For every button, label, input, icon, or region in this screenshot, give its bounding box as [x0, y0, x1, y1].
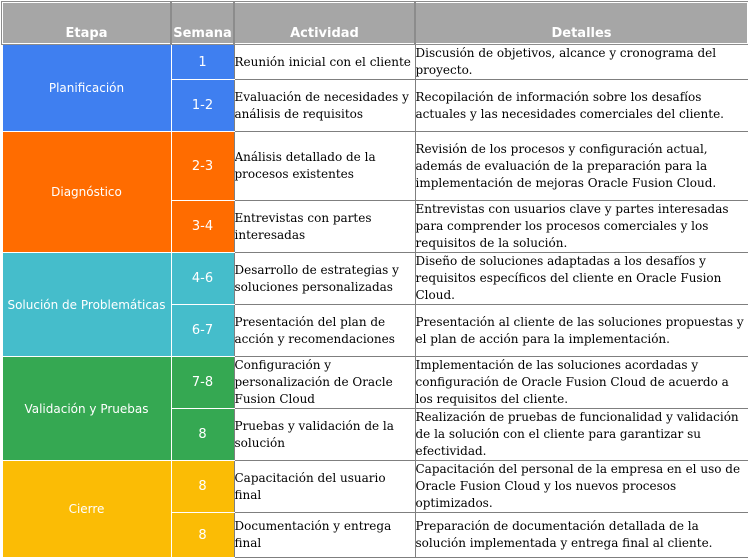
header-row [2, 2, 748, 44]
stage-planificacion: Planificación [2, 44, 171, 132]
activity-cell: Entrevistas con partes interesadas [234, 201, 415, 253]
header-details: Detalles [415, 2, 748, 44]
activity-cell: Reunión inicial con el cliente [234, 44, 415, 80]
details-cell: Discusión de objetivos, alcance y cronograma del proyecto. [415, 44, 748, 80]
week-cell: 8 [171, 409, 234, 461]
activity-cell: Evaluación de necesidades y análisis de requisitos [234, 80, 415, 132]
details-cell: Implementación de las soluciones acordadas y configuración de Oracle Fusion Cloud de acuerdo a los requisitos del cliente. [415, 357, 748, 409]
stage-solucion: Solución de Problemáticas [2, 253, 171, 357]
week-cell: 7-8 [171, 357, 234, 409]
table-row [2, 132, 748, 201]
week-cell: 8 [171, 461, 234, 513]
activity-cell: Configuración y personalización de Oracle Fusion Cloud [234, 357, 415, 409]
week-cell: 1 [171, 44, 234, 80]
week-cell: 3-4 [171, 201, 234, 253]
details-cell: Capacitación del personal de la empresa en el uso de Oracle Fusion Cloud y los nuevos procesos optimizados. [415, 461, 748, 513]
details-cell: Presentación al cliente de las soluciones propuestas y el plan de acción para la implementación. [415, 305, 748, 357]
details-cell: Recopilación de información sobre los desafíos actuales y las necesidades comerciales del cliente. [415, 80, 748, 132]
week-cell: 2-3 [171, 132, 234, 201]
details-cell: Revisión de los procesos y configuración actual, además de evaluación de la preparación para la implementación de mejoras Oracle Fusion Cloud. [415, 132, 748, 201]
week-cell: 8 [171, 513, 234, 558]
header-week: Semana [171, 2, 234, 44]
activity-cell: Desarrollo de estrategias y soluciones personalizadas [234, 253, 415, 305]
week-cell: 1-2 [171, 80, 234, 132]
activity-cell: Presentación del plan de acción y recomendaciones [234, 305, 415, 357]
header-stage: Etapa [2, 2, 171, 44]
table-row [2, 44, 748, 80]
week-cell: 4-6 [171, 253, 234, 305]
table-row [2, 461, 748, 513]
activity-cell: Documentación y entrega final [234, 513, 415, 558]
details-cell: Preparación de documentación detallada de la solución implementada y entrega final al cliente. [415, 513, 748, 558]
project-plan-table [1, 1, 748, 558]
details-cell: Diseño de soluciones adaptadas a los desafíos y requisitos específicos del cliente en Oracle Fusion Cloud. [415, 253, 748, 305]
table-row [2, 253, 748, 305]
table-row [2, 357, 748, 409]
stage-cierre: Cierre [2, 461, 171, 558]
stage-validacion: Validación y Pruebas [2, 357, 171, 461]
details-cell: Realización de pruebas de funcionalidad y validación de la solución con el cliente para garantizar su efectividad. [415, 409, 748, 461]
stage-diagnostico: Diagnóstico [2, 132, 171, 253]
header-activity: Actividad [234, 2, 415, 44]
week-cell: 6-7 [171, 305, 234, 357]
details-cell: Entrevistas con usuarios clave y partes interesadas para comprender los procesos comerciales y los requisitos de la solución. [415, 201, 748, 253]
activity-cell: Pruebas y validación de la solución [234, 409, 415, 461]
activity-cell: Capacitación del usuario final [234, 461, 415, 513]
activity-cell: Análisis detallado de la procesos existentes [234, 132, 415, 201]
